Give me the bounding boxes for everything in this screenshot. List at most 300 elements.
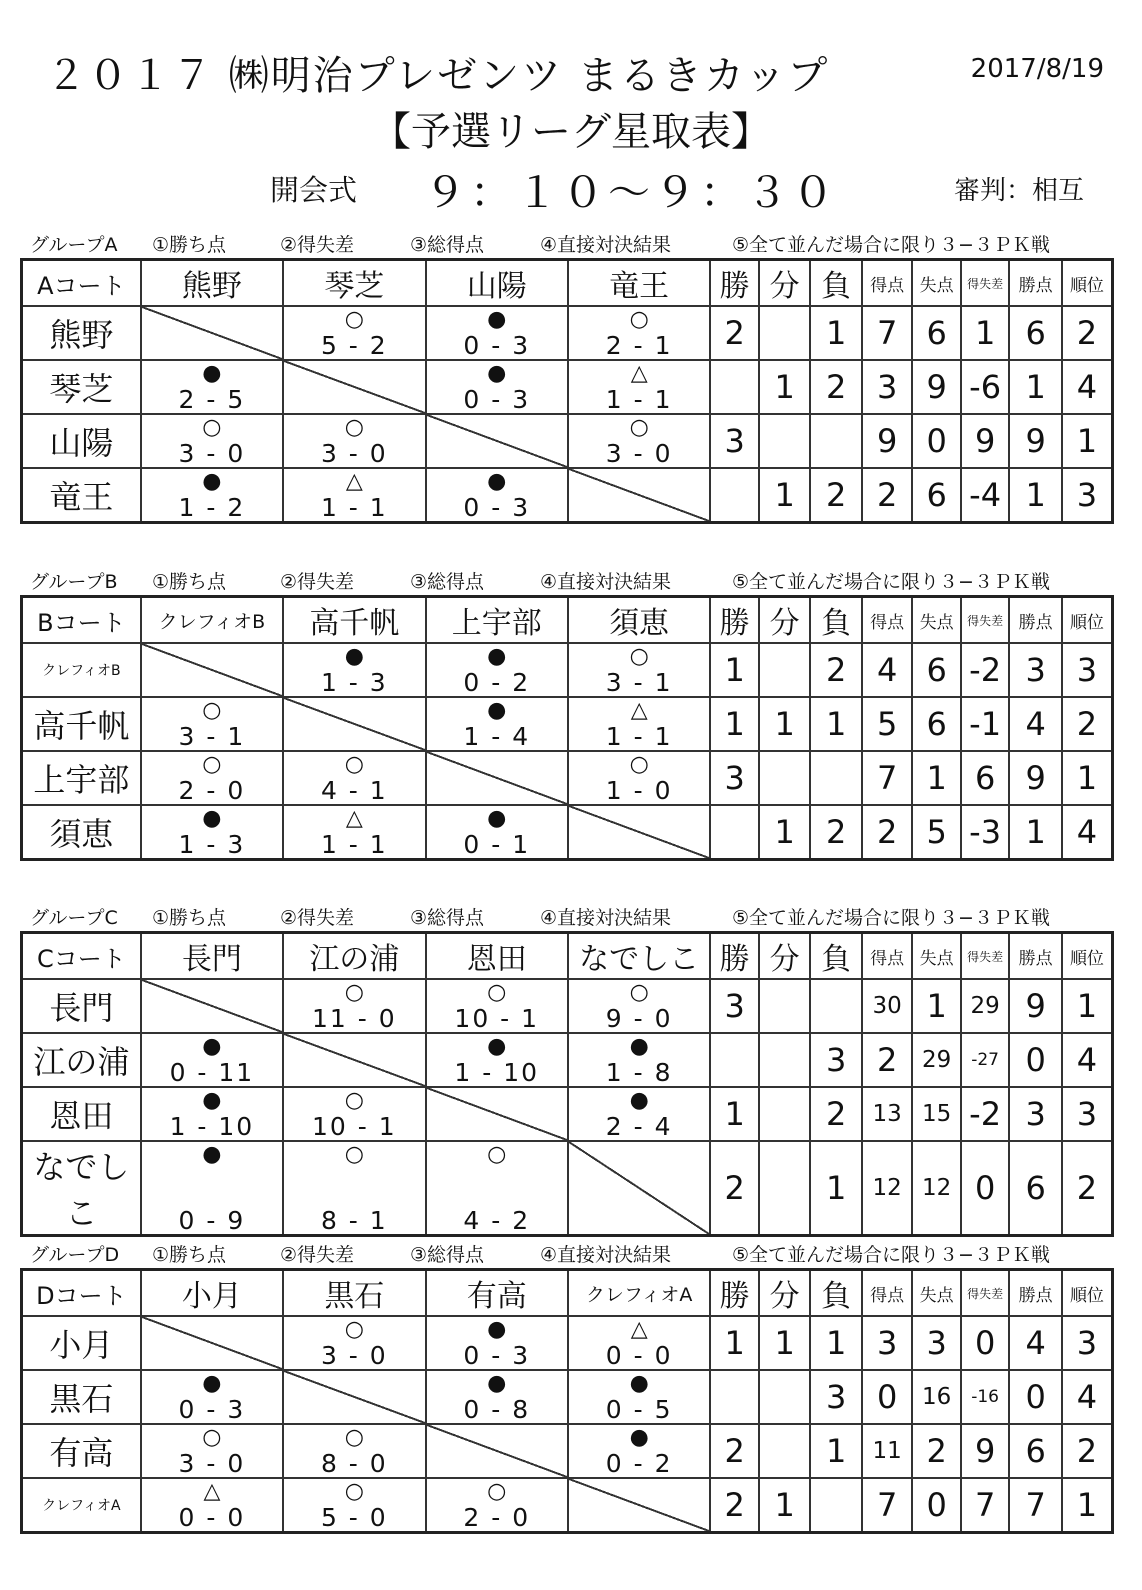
opening-ceremony-time: ９：１０〜９：３０	[424, 168, 839, 217]
result-mark-icon: ○	[344, 1479, 364, 1504]
match-score: 0 - 3	[463, 1341, 531, 1370]
match-result-cell	[283, 751, 425, 805]
result-mark-icon: ○	[629, 752, 649, 777]
match-result-cell	[141, 414, 283, 468]
stat-value: 1	[759, 805, 811, 860]
league-table	[20, 931, 1114, 1237]
result-mark-icon: ●	[487, 1317, 507, 1342]
stat-value	[710, 1033, 758, 1087]
team-row	[22, 468, 1113, 523]
stat-value: 9	[1009, 979, 1062, 1033]
stat-value: 2	[1062, 306, 1113, 360]
column-team-name: 竜王	[568, 260, 710, 307]
match-score: 0 - 0	[178, 1503, 246, 1532]
stat-value: 2	[810, 1087, 862, 1141]
header-row	[22, 597, 1113, 644]
match-score: 11 - 0	[312, 1004, 397, 1033]
stat-value: 2	[710, 1141, 758, 1236]
result-mark-icon: ○	[202, 1425, 222, 1450]
stat-value: 1	[912, 751, 960, 805]
rule-3: ③総得点	[410, 907, 485, 929]
result-mark-icon: ●	[487, 307, 507, 332]
result-mark-icon: ●	[487, 469, 507, 494]
stat-value: 0	[862, 1370, 913, 1424]
stat-value	[759, 1087, 811, 1141]
match-result-cell	[141, 360, 283, 414]
opening-ceremony-label: 開会式	[270, 173, 358, 207]
page-subtitle: 【予選リーグ星取表】	[371, 109, 771, 155]
self-match-cell	[568, 468, 710, 523]
match-result-cell	[568, 1424, 710, 1478]
row-team-name: クレフィオA	[22, 1478, 141, 1533]
result-mark-icon: ●	[202, 806, 222, 831]
stat-value: 0	[912, 414, 960, 468]
date-label: 2017/8/19	[970, 54, 1104, 84]
match-result-cell	[283, 1424, 425, 1478]
stat-value: 11	[862, 1424, 913, 1478]
match-score: 4 - 2	[463, 1206, 531, 1235]
stat-value: 1	[710, 1087, 758, 1141]
stat-header: 勝点	[1009, 597, 1062, 644]
match-score: 0 - 2	[463, 668, 531, 697]
stat-value: 2	[710, 1424, 758, 1478]
stat-value: -4	[961, 468, 1009, 523]
match-score: 2 - 0	[463, 1503, 531, 1532]
match-result-cell	[426, 643, 568, 697]
stat-value: 4	[1009, 697, 1062, 751]
match-score: 1 - 1	[605, 385, 673, 414]
result-mark-icon: ○	[344, 1317, 364, 1342]
self-match-cell	[568, 805, 710, 860]
result-mark-icon: ○	[344, 307, 364, 332]
match-score: 0 - 0	[605, 1341, 673, 1370]
result-mark-icon: △	[345, 806, 363, 831]
result-mark-icon: ●	[487, 806, 507, 831]
row-team-name: 黒石	[22, 1370, 141, 1424]
stat-value: 1	[1062, 1478, 1113, 1533]
match-score: 3 - 0	[178, 1449, 246, 1478]
team-row	[22, 1033, 1113, 1087]
stat-value	[759, 1424, 811, 1478]
stat-value: 2	[810, 643, 862, 697]
result-mark-icon: ○	[202, 415, 222, 440]
result-mark-icon: ○	[629, 307, 649, 332]
stat-value: 2	[1062, 1424, 1113, 1478]
match-score: 2 - 1	[605, 331, 673, 360]
match-score: 10 - 1	[454, 1004, 540, 1033]
stat-value: 2	[912, 1424, 960, 1478]
column-team-name: 恩田	[426, 933, 568, 980]
stat-value	[710, 468, 758, 523]
result-mark-icon: ○	[344, 415, 364, 440]
stat-value	[810, 414, 862, 468]
stat-header: 分	[759, 260, 811, 307]
stat-header: 失点	[912, 260, 960, 307]
court-label: Aコート	[22, 260, 141, 307]
stat-header: 順位	[1062, 260, 1113, 307]
rule-5: ⑤全て並んだ場合に限り３−３ＰＫ戦	[732, 571, 1050, 593]
stat-header: 分	[759, 1270, 811, 1317]
result-mark-icon: ●	[202, 1142, 222, 1167]
row-team-name: 竜王	[22, 468, 141, 523]
stat-value: 7	[862, 1478, 913, 1533]
team-row	[22, 697, 1113, 751]
league-table	[20, 595, 1114, 861]
stat-value: 3	[862, 360, 913, 414]
team-row	[22, 1478, 1113, 1533]
stat-value: 9	[961, 414, 1009, 468]
stat-value: 1	[759, 1316, 811, 1370]
stat-header: 得点	[862, 597, 913, 644]
stat-value: 30	[862, 979, 913, 1033]
stat-value: 3	[1062, 1087, 1113, 1141]
match-result-cell	[568, 306, 710, 360]
stat-value: 29	[912, 1033, 960, 1087]
stat-value: 1	[961, 306, 1009, 360]
result-mark-icon: △	[203, 1479, 221, 1504]
match-score: 1 - 8	[605, 1058, 673, 1087]
stat-header: 分	[759, 933, 811, 980]
match-result-cell	[426, 979, 568, 1033]
stat-header: 勝	[710, 1270, 758, 1317]
stat-value: 4	[1009, 1316, 1062, 1370]
match-result-cell	[283, 306, 425, 360]
match-result-cell	[568, 751, 710, 805]
stat-value: 1	[810, 306, 862, 360]
match-score: 3 - 0	[605, 439, 673, 468]
match-score: 8 - 1	[320, 1206, 388, 1235]
match-result-cell	[283, 468, 425, 523]
result-mark-icon: ○	[344, 1142, 364, 1167]
stat-value: 2	[1062, 697, 1113, 751]
row-team-name: 長門	[22, 979, 141, 1033]
column-team-name: 高千帆	[283, 597, 425, 644]
match-score: 2 - 0	[178, 776, 246, 805]
self-match-cell	[141, 643, 283, 697]
group-label: グループA	[30, 234, 118, 256]
result-mark-icon: ●	[629, 1034, 649, 1059]
stat-header: 勝点	[1009, 1270, 1062, 1317]
rule-2: ②得失差	[280, 571, 355, 593]
self-match-cell	[141, 1316, 283, 1370]
stat-value: 2	[1062, 1141, 1113, 1236]
result-mark-icon: ○	[629, 415, 649, 440]
match-result-cell	[568, 979, 710, 1033]
stat-header: 順位	[1062, 1270, 1113, 1317]
stat-value: 3	[1062, 468, 1113, 523]
stat-value: 15	[912, 1087, 960, 1141]
stat-value: 3	[810, 1370, 862, 1424]
stat-value	[759, 1141, 811, 1236]
match-score: 9 - 0	[605, 1004, 673, 1033]
team-row	[22, 306, 1113, 360]
result-mark-icon: ●	[629, 1371, 649, 1396]
result-mark-icon: ●	[487, 698, 507, 723]
match-result-cell	[426, 805, 568, 860]
result-mark-icon: △	[630, 1317, 648, 1342]
row-team-name: 熊野	[22, 306, 141, 360]
stat-value: 0	[961, 1141, 1009, 1236]
stat-value: 16	[912, 1370, 960, 1424]
match-score: 1 - 4	[463, 722, 531, 751]
stat-value: -2	[961, 643, 1009, 697]
stat-value: 2	[810, 468, 862, 523]
stat-value: 1	[710, 697, 758, 751]
match-result-cell	[283, 979, 425, 1033]
stat-value: 3	[1009, 643, 1062, 697]
stat-value	[759, 1370, 811, 1424]
match-score: 0 - 9	[178, 1206, 246, 1235]
self-match-cell	[141, 979, 283, 1033]
match-score: 1 - 1	[320, 493, 388, 522]
match-score: 4 - 1	[320, 776, 388, 805]
stat-value: 3	[912, 1316, 960, 1370]
stat-value: 7	[862, 751, 913, 805]
rule-1: ①勝ち点	[152, 234, 227, 256]
match-result-cell	[141, 805, 283, 860]
stat-header: 失点	[912, 597, 960, 644]
result-mark-icon: ●	[487, 644, 507, 669]
column-team-name: 有高	[426, 1270, 568, 1317]
match-score: 0 - 3	[463, 385, 531, 414]
match-score: 0 - 1	[463, 830, 531, 859]
row-team-name: 上宇部	[22, 751, 141, 805]
match-score: 0 - 8	[463, 1395, 531, 1424]
stat-value: -16	[961, 1370, 1009, 1424]
result-mark-icon: ○	[344, 752, 364, 777]
row-team-name: 江の浦	[22, 1033, 141, 1087]
stat-value: 3	[710, 751, 758, 805]
team-row	[22, 414, 1113, 468]
match-result-cell	[141, 1370, 283, 1424]
stat-value: 3	[1009, 1087, 1062, 1141]
stat-value: 12	[912, 1141, 960, 1236]
match-score: 1 - 3	[178, 830, 246, 859]
match-result-cell	[141, 1033, 283, 1087]
match-score: 3 - 0	[320, 439, 388, 468]
result-mark-icon: ●	[487, 361, 507, 386]
match-result-cell	[141, 1087, 283, 1141]
match-result-cell	[426, 697, 568, 751]
match-score: 5 - 0	[320, 1503, 388, 1532]
match-result-cell	[141, 1478, 283, 1533]
rule-4: ④直接対決結果	[540, 1244, 672, 1266]
stat-value: 3	[1062, 643, 1113, 697]
stat-value: 2	[862, 805, 913, 860]
stat-value: -27	[961, 1033, 1009, 1087]
stat-value: 4	[1062, 1370, 1113, 1424]
stat-header: 負	[810, 933, 862, 980]
stat-value	[759, 751, 811, 805]
stat-value: 12	[862, 1141, 913, 1236]
stat-value: 2	[862, 1033, 913, 1087]
match-score: 3 - 1	[178, 722, 246, 751]
stat-value	[810, 979, 862, 1033]
team-row	[22, 1370, 1113, 1424]
self-match-cell	[426, 414, 568, 468]
match-score: 1 - 2	[178, 493, 246, 522]
stat-value: 6	[912, 643, 960, 697]
result-mark-icon: ●	[202, 1034, 222, 1059]
row-team-name: 小月	[22, 1316, 141, 1370]
match-score: 2 - 4	[605, 1112, 673, 1141]
team-row	[22, 360, 1113, 414]
rule-3: ③総得点	[410, 234, 485, 256]
column-team-name: 黒石	[283, 1270, 425, 1317]
stat-value: 1	[710, 643, 758, 697]
column-team-name: 琴芝	[283, 260, 425, 307]
stat-value: 5	[862, 697, 913, 751]
result-mark-icon: ○	[202, 752, 222, 777]
stat-value: 0	[912, 1478, 960, 1533]
group-c	[20, 903, 1114, 1237]
stat-header: 得失差	[961, 933, 1009, 980]
rule-4: ④直接対決結果	[540, 234, 672, 256]
stat-header: 失点	[912, 933, 960, 980]
self-match-cell	[141, 306, 283, 360]
stat-value: 9	[1009, 414, 1062, 468]
stat-value: -6	[961, 360, 1009, 414]
stat-value: 9	[912, 360, 960, 414]
match-score: 1 - 3	[320, 668, 388, 697]
stat-value: 7	[1009, 1478, 1062, 1533]
rule-5: ⑤全て並んだ場合に限り３−３ＰＫ戦	[732, 234, 1050, 256]
stat-value: 1	[1009, 360, 1062, 414]
match-result-cell	[283, 643, 425, 697]
stat-value: 2	[862, 468, 913, 523]
rule-1: ①勝ち点	[152, 1244, 227, 1266]
stat-value	[759, 643, 811, 697]
row-team-name: クレフィオB	[22, 643, 141, 697]
row-team-name: 山陽	[22, 414, 141, 468]
self-match-cell	[426, 751, 568, 805]
stat-value: 1	[710, 1316, 758, 1370]
match-result-cell	[426, 306, 568, 360]
stat-header: 負	[810, 260, 862, 307]
team-row	[22, 751, 1113, 805]
rule-4: ④直接対決結果	[540, 571, 672, 593]
result-mark-icon: ○	[487, 980, 507, 1005]
result-mark-icon: ●	[202, 469, 222, 494]
stat-value: 4	[862, 643, 913, 697]
match-score: 0 - 5	[605, 1395, 673, 1424]
stat-value: 29	[961, 979, 1009, 1033]
stat-value: 1	[810, 1316, 862, 1370]
column-team-name: クレフィオA	[568, 1270, 710, 1317]
stat-value: 0	[1009, 1370, 1062, 1424]
court-label: Cコート	[22, 933, 141, 980]
result-mark-icon: ○	[202, 698, 222, 723]
stat-value: 1	[810, 697, 862, 751]
stat-value: 3	[862, 1316, 913, 1370]
stat-value: 6	[961, 751, 1009, 805]
match-result-cell	[568, 697, 710, 751]
stat-value: 1	[1062, 751, 1113, 805]
league-table	[20, 258, 1114, 524]
match-score: 1 - 0	[605, 776, 673, 805]
match-score: 0 - 2	[605, 1449, 673, 1478]
result-mark-icon: ●	[202, 1088, 222, 1113]
stat-value: 3	[710, 414, 758, 468]
rule-4: ④直接対決結果	[540, 907, 672, 929]
stat-header: 勝点	[1009, 260, 1062, 307]
group-d	[20, 1240, 1114, 1534]
stat-value	[759, 414, 811, 468]
self-match-cell	[568, 1478, 710, 1533]
stat-value	[759, 1033, 811, 1087]
rule-5: ⑤全て並んだ場合に限り３−３ＰＫ戦	[732, 907, 1050, 929]
rule-1: ①勝ち点	[152, 571, 227, 593]
stat-value: 13	[862, 1087, 913, 1141]
rule-2: ②得失差	[280, 907, 355, 929]
stat-value: -3	[961, 805, 1009, 860]
match-result-cell	[426, 1316, 568, 1370]
stat-value: 7	[862, 306, 913, 360]
match-score: 10 - 1	[312, 1112, 397, 1141]
stat-value: 1	[1062, 414, 1113, 468]
stat-value: -1	[961, 697, 1009, 751]
result-mark-icon: △	[630, 698, 648, 723]
self-match-cell	[568, 1141, 710, 1236]
team-row	[22, 643, 1113, 697]
result-mark-icon: △	[345, 469, 363, 494]
stat-value: 6	[912, 306, 960, 360]
stat-value: 9	[1009, 751, 1062, 805]
self-match-cell	[426, 1424, 568, 1478]
row-team-name: 恩田	[22, 1087, 141, 1141]
self-match-cell	[283, 697, 425, 751]
stat-value: 2	[810, 805, 862, 860]
group-b	[20, 567, 1114, 861]
match-score: 8 - 0	[320, 1449, 388, 1478]
header-row	[22, 933, 1113, 980]
stat-value: 1	[1062, 979, 1113, 1033]
stat-value: 6	[1009, 1424, 1062, 1478]
team-row	[22, 1141, 1113, 1236]
stat-header: 勝	[710, 597, 758, 644]
match-result-cell	[568, 1087, 710, 1141]
row-team-name: なでしこ	[22, 1141, 141, 1236]
match-score: 3 - 0	[178, 439, 246, 468]
stat-header: 得点	[862, 260, 913, 307]
match-score: 3 - 0	[320, 1341, 388, 1370]
match-result-cell	[426, 1141, 568, 1236]
team-row	[22, 1316, 1113, 1370]
stat-value: 1	[759, 1478, 811, 1533]
result-mark-icon: △	[630, 361, 648, 386]
match-score: 1 - 1	[605, 722, 673, 751]
stat-header: 負	[810, 597, 862, 644]
result-mark-icon: ○	[344, 1425, 364, 1450]
match-score: 0 - 3	[178, 1395, 246, 1424]
result-mark-icon: ●	[202, 361, 222, 386]
stat-value: 0	[961, 1316, 1009, 1370]
stat-value: 1	[810, 1141, 862, 1236]
stat-value: 1	[759, 360, 811, 414]
row-team-name: 須恵	[22, 805, 141, 860]
match-score: 5 - 2	[320, 331, 388, 360]
self-match-cell	[283, 1033, 425, 1087]
match-score: 2 - 5	[178, 385, 246, 414]
rule-3: ③総得点	[410, 571, 485, 593]
match-result-cell	[426, 1370, 568, 1424]
row-team-name: 琴芝	[22, 360, 141, 414]
match-score: 0 - 11	[169, 1058, 255, 1087]
stat-value: 9	[862, 414, 913, 468]
stat-header: 得失差	[961, 1270, 1009, 1317]
match-result-cell	[568, 1370, 710, 1424]
result-mark-icon: ○	[487, 1142, 507, 1167]
